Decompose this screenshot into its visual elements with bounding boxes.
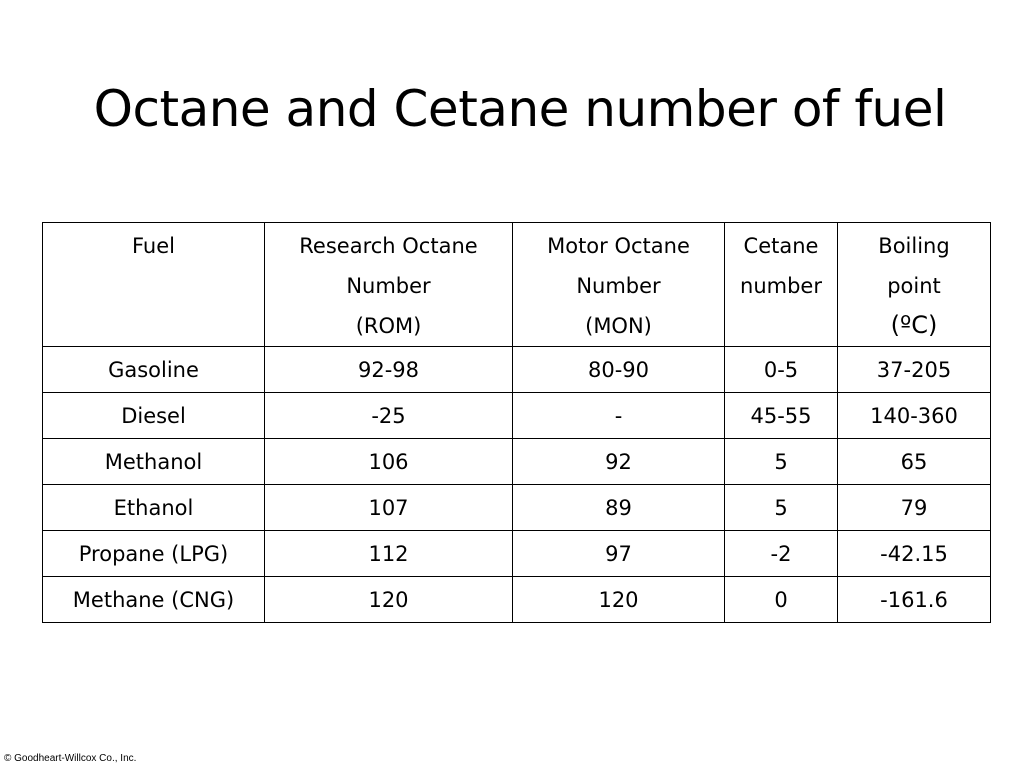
cell-cetane: -2 [725, 531, 838, 577]
cell-mon: 120 [513, 577, 725, 623]
cell-fuel: Methanol [43, 439, 265, 485]
cell-mon: - [513, 393, 725, 439]
cell-mon: 80-90 [513, 347, 725, 393]
cell-ron: -25 [265, 393, 513, 439]
cell-boiling-point: 140-360 [838, 393, 991, 439]
cell-cetane: 0 [725, 577, 838, 623]
cell-cetane: 5 [725, 439, 838, 485]
copyright-notice: © Goodheart-Willcox Co., Inc. [4, 753, 137, 764]
header-boiling-point [838, 223, 991, 347]
header-line: Research Octane [299, 234, 478, 258]
header-motor-octane-number [513, 223, 725, 347]
cell-mon: 89 [513, 485, 725, 531]
header-research-octane-number [265, 223, 513, 347]
header-line: Number [346, 274, 431, 298]
table-header-row [43, 223, 991, 347]
cell-ron: 112 [265, 531, 513, 577]
slide-title: Octane and Cetane number of fuel [93, 80, 947, 138]
header-line: Cetane [743, 234, 819, 258]
cell-fuel: Ethanol [43, 485, 265, 531]
cell-cetane: 0-5 [725, 347, 838, 393]
fuel-properties-table [42, 222, 991, 623]
header-cetane-number [725, 223, 838, 347]
header-line: Number [576, 274, 661, 298]
cell-fuel: Diesel [43, 393, 265, 439]
header-line: point [887, 274, 941, 298]
table-row [43, 393, 991, 439]
cell-mon: 92 [513, 439, 725, 485]
table-row [43, 577, 991, 623]
cell-ron: 120 [265, 577, 513, 623]
header-fuel [43, 223, 265, 347]
table-row [43, 531, 991, 577]
table-row [43, 347, 991, 393]
cell-mon: 97 [513, 531, 725, 577]
cell-ron: 106 [265, 439, 513, 485]
header-line: Boiling [878, 234, 950, 258]
table-row [43, 485, 991, 531]
header-line: (ºC) [890, 311, 938, 339]
cell-ron: 92-98 [265, 347, 513, 393]
cell-boiling-point: 79 [838, 485, 991, 531]
cell-cetane: 45-55 [725, 393, 838, 439]
cell-fuel: Propane (LPG) [43, 531, 265, 577]
cell-boiling-point: 37-205 [838, 347, 991, 393]
header-line: Motor Octane [547, 234, 690, 258]
table-row [43, 439, 991, 485]
cell-fuel: Methane (CNG) [43, 577, 265, 623]
cell-cetane: 5 [725, 485, 838, 531]
header-line: Fuel [132, 234, 175, 258]
cell-ron: 107 [265, 485, 513, 531]
header-line: (MON) [585, 314, 652, 338]
cell-boiling-point: -161.6 [838, 577, 991, 623]
cell-boiling-point: 65 [838, 439, 991, 485]
header-line: number [740, 274, 822, 298]
header-line: (ROM) [355, 314, 422, 338]
cell-boiling-point: -42.15 [838, 531, 991, 577]
cell-fuel: Gasoline [43, 347, 265, 393]
